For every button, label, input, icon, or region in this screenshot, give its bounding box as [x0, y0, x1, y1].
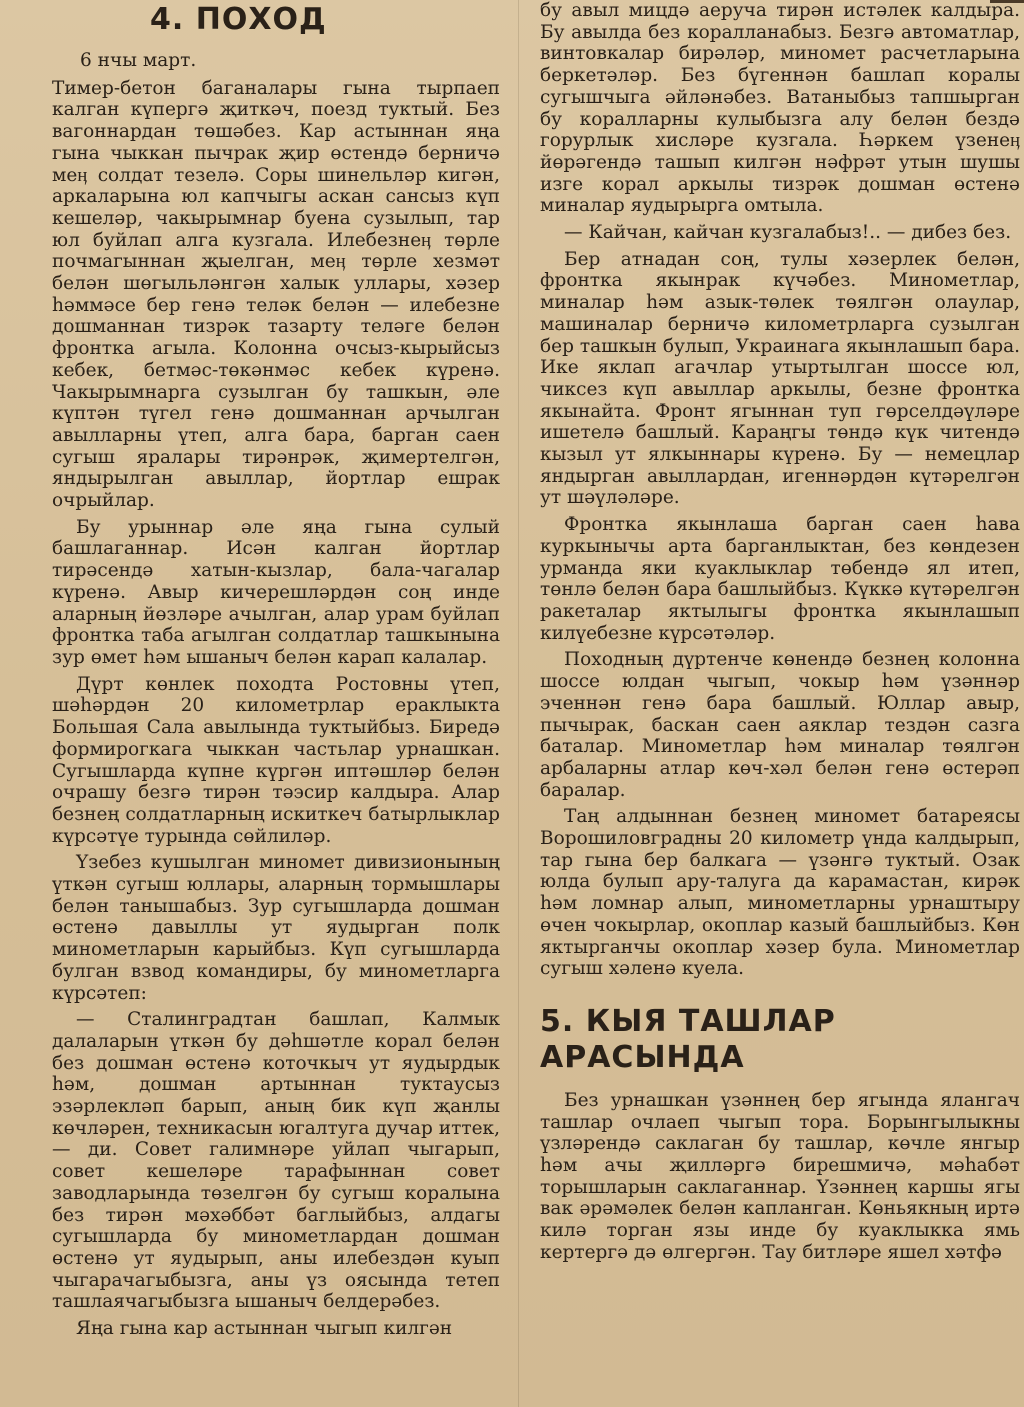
- paragraph: бу авыл мицдә аеруча тирән истәлек калдыра. Бу авылда без коралланабыз. Безгә автоматлар, винтовкалар бирәләр, миномет расчетларына беркетәләр. Без бүгеннән башлап коралы сугышчыга әйләнәбез. Ватаныбыз тапшырган бу коралларны кулыбызга алу белән бездә горурлык хисләре кузгала. Һәркем үзенеӊ йөрәгендә ташып килгән нәфрәт утын шушы изге корал аркылы тизрәк дошман өстенә миналар яудырырга омтыла.: [540, 0, 1020, 217]
- paragraph: Фронтка якынлаша барган саен һава куркынычы арта барганлыктан, без көндезен урманда яки куаклыклар төбендә ял итеп, төнлә белән бара башлыйбыз. Күккә күтәрелгән ракеталар яктылыгы фронтка якынлашып килүебезне күрсәтәләр.: [540, 514, 1020, 644]
- paragraph: — Кайчан, кайчан кузгалабыз!.. — дибез без.: [564, 222, 1012, 244]
- right-column: [540, 0, 1020, 1407]
- paragraph: Дүрт көнлек походта Ростовны үтеп, шәһәрдән 20 километрлар ераклыкта Большая Сала авылында туктыйбыз. Биредә формирогкага чыккан частьлар урнашкан. Сугышларда күпне күргән иптәшләр белән очрашу безгә тирән тәэсир калдыра. Алар безнең солдатларның искиткеч батырлыклар күрсәтүе турында сөйлиләр.: [52, 673, 500, 847]
- column-divider: [518, 0, 519, 1407]
- paragraph: Бер атнадан соң, тулы хәзерлек белән, фронтка якынрак күчәбез. Минометлар, миналар һәм азык-төлек төялгән олаулар, машиналар берничә километрларга сузылган бер ташкын булып, Украинага якынлашып бара. Ике яклап агачлар утыртылган шоссе юл, чиксез күп авыллар аркылы, безне фронтка якынайта. Фронт ягыннан туп гөрселдәүләре ишетелә башлый. Караңгы төндә күк читендә кызыл ут ялкыннары күренә. Бу — немецлар яндырган авыллардан, игеннәрдән күтәрелгән ут шәүләләре.: [540, 248, 1020, 509]
- paragraph: Походның дүртенче көнендә безнең колонна шоссе юлдан чыгып, чокыр һәм үзәннәр эченнән генә бара башлый. Юллар авыр, пычырак, баскан саен аяклар тездән сазга баталар. Минометлар һәм миналар төялгән арбаларны атлар көч-хәл белән генә өстерәп баралар.: [540, 649, 1020, 801]
- left-column: [52, 0, 500, 1407]
- paragraph: Тимер-бетон баганалары гына тырпаеп калган күпергә җиткәч, поезд туктый. Без вагоннардан төшәбез. Кар астыннан яңа гына чыккан пычрак җир өстендә берничә меӊ солдат тезелә. Соры шинельләр кигән, аркаларына юл капчыгы аскан сансыз күп кешеләр, чакырымнар буена сузылып, тар юл буйлап алга кузгала. Илебезнеӊ төрле почмагыннан җыелган, меӊ төрле хезмәт белән шөгыльләнгән халык уллары, хәзер һәммәсе бер генә теләк белән — илебезне дошманнан тизрәк тазарту теләге белән фронтка агыла. Колонна очсыз-кырыйсыз кебек, бетмәс-төкәнмәс кебек күренә. Чакырымнарга сузылган бу ташкын, әле күптән түгел генә дошманнан арчылган авылларны үтеп, алга бара, барган саен сугыш яралары тирәнрәк, җимертелгән, яндырылган авыллар, йортлар ешрак очрыйлар.: [52, 77, 500, 512]
- paragraph: Бу урыннар әле яңа гына сулый башлаганнар. Исән калган йортлар тирәсендә хатын-кызлар, бала-чагалар күренә. Авыр кичерешләрдән соң инде аларның йөзләре ачылган, алар урам буйлап фронтка таба агылган солдатлар ташкынына зур өмет һәм ышаныч белән карап калалар.: [52, 516, 500, 668]
- paragraph: Үзебез кушылган миномет дивизионының үткән сугыш юллары, аларның тормышлары белән танышабыз. Зур сугышларда дошман өстенә давыллы ут яудырган полк минометларын карыйбыз. Күп сугышларда булган взвод командиры, бу минометларга күрсәтеп:: [52, 852, 500, 1004]
- paragraph: Таң алдыннан безнең миномет батареясы Ворошиловградны 20 километр үнда калдырып, тар гына бер балкага — үзәнгә туктый. Озак юлда булып ару-талуга да карамастан, кирәк һәм ломнар алып, минометларны урнаштыру өчен чокырлар, окоплар казый башлыйбыз. Көн яктырганчы окоплар хәзер була. Минометлар сугыш хәленә куела.: [540, 806, 1020, 980]
- paragraph: Без урнашкан үзәннең бер ягында ялангач ташлар очлаеп чыгып тора. Борынгылыкны үзләрендә саклаган бу ташлар, көчле янгыр һәм ачы җилләргә бирешмичә, мәһабәт торышларын саклаганнар. Үзәннең каршы ягы вак әрәмәлек белән капланган. Көньякның иртә килә торган язы инде бу куаклыкка ямь кертергә дә өлгергән. Тау битләре яшел хәтфә: [540, 1089, 1020, 1263]
- paragraph: — Сталинградтан башлап, Калмык далаларын үткән бу дәһшәтле корал белән без дошман өстенә коточкыч ут яудырдык һәм, дошман артыннан туктаусыз эзәрлекләп барып, аның бик күп җанлы көчләрен, техникасын югалтуга дучар иттек, — ди. Совет галимнәре уйлап чыгарып, совет кешеләре тарафыннан совет заводларында төзелгән бу сугыш коралына без тирән мәхәббәт баглыйбыз, алдагы сугышларда бу минометлардан дошман өстенә ут яудырып, аны илебездән куып чыгарачагыбызга, аны үз оясында тетеп ташлаячагыбызга ышаныч белдерәбез.: [52, 1009, 500, 1313]
- section-heading-4: 4. ПОХОД: [150, 2, 327, 37]
- paragraph: Яңа гына кар астыннан чыгып килгән: [76, 1318, 453, 1340]
- date-line: 6 нчы март.: [80, 50, 197, 71]
- section-heading-5: 5. КЫЯ ТАШЛАР АРАСЫНДА: [540, 1003, 836, 1075]
